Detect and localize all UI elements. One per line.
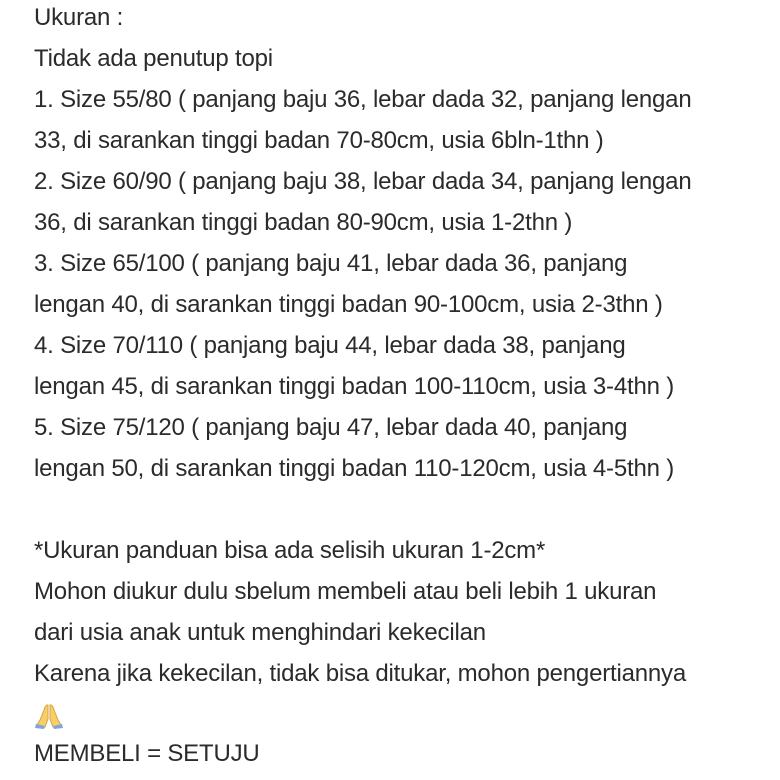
- size-1-line-1: 1. Size 55/80 ( panjang baju 36, lebar dada 32, panjang lengan: [34, 86, 692, 113]
- size-5-line-1: 5. Size 75/120 ( panjang baju 47, lebar dada 40, panjang: [34, 414, 628, 441]
- measure-note-line-1: Mohon diukur dulu sbelum membeli atau beli lebih 1 ukuran: [34, 578, 657, 605]
- agreement-text: MEMBELI = SETUJU: [34, 740, 260, 767]
- folded-hands-icon: [34, 702, 64, 730]
- size-3-line-1: 3. Size 65/100 ( panjang baju 41, lebar dada 36, panjang: [34, 250, 628, 277]
- measure-note-line-2: dari usia anak untuk menghindari kekecilan: [34, 619, 486, 646]
- tolerance-note: *Ukuran panduan bisa ada selisih ukuran 1-2cm*: [34, 537, 546, 564]
- no-exchange-note: Karena jika kekecilan, tidak bisa ditukar, mohon pengertiannya: [34, 660, 687, 687]
- size-1-line-2: 33, di sarankan tinggi badan 70-80cm, usia 6bln-1thn ): [34, 127, 604, 154]
- size-3-line-2: lengan 40, di sarankan tinggi badan 90-100cm, usia 2-3thn ): [34, 291, 663, 318]
- size-2-line-1: 2. Size 60/90 ( panjang baju 38, lebar dada 34, panjang lengan: [34, 168, 692, 195]
- heading: Ukuran :: [34, 4, 124, 31]
- size-5-line-2: lengan 50, di sarankan tinggi badan 110-120cm, usia 4-5thn ): [34, 455, 674, 482]
- size-2-line-2: 36, di sarankan tinggi badan 80-90cm, usia 1-2thn ): [34, 209, 573, 236]
- size-4-line-2: lengan 45, di sarankan tinggi badan 100-110cm, usia 3-4thn ): [34, 373, 674, 400]
- size-4-line-1: 4. Size 70/110 ( panjang baju 44, lebar dada 38, panjang: [34, 332, 626, 359]
- no-hat-note: Tidak ada penutup topi: [34, 45, 273, 72]
